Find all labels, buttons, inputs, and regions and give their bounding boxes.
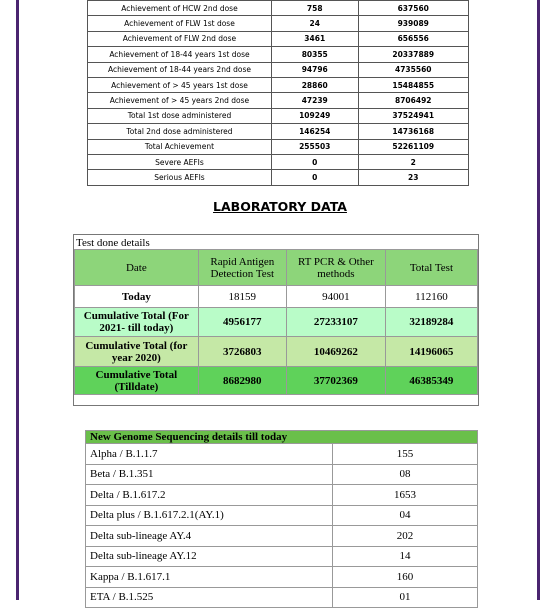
table-row: Total 2nd dose administered 146254 14736168 xyxy=(88,124,469,139)
table-row: Kappa / B.1.617.1 160 xyxy=(86,567,478,588)
table-row: Achievement of 18-44 years 1st dose 80355 20337889 xyxy=(88,47,469,62)
genome-title: New Genome Sequencing details till today xyxy=(86,431,478,444)
table-row: Cumulative Total (Tilldate) 8682980 37702369 46385349 xyxy=(75,367,478,395)
column-header: Rapid Antigen Detection Test xyxy=(198,250,286,286)
table-row: Beta / B.1.351 08 xyxy=(86,464,478,485)
column-header: Total Test xyxy=(385,250,477,286)
table-header-row xyxy=(75,250,478,286)
table-row: Total Achievement 255503 52261109 xyxy=(88,139,469,154)
table-row: Today 18159 94001 112160 xyxy=(75,286,478,308)
table-row: Delta sub-lineage AY.4 202 xyxy=(86,526,478,547)
table-row: Cumulative Total (for year 2020) 3726803 10469262 14196065 xyxy=(75,337,478,367)
table-row: ETA / B.1.525 01 xyxy=(86,587,478,608)
table-row: Severe AEFIs 0 2 xyxy=(88,154,469,169)
genome-sequencing-table xyxy=(85,430,478,608)
table-row: Serious AEFIs 0 23 xyxy=(88,170,469,185)
table-row: Achievement of > 45 years 1st dose 28860 15484855 xyxy=(88,77,469,92)
table-row: Alpha / B.1.1.7 155 xyxy=(86,444,478,465)
laboratory-box xyxy=(73,234,479,406)
section-title: LABORATORY DATA xyxy=(213,199,347,214)
column-header: RT PCR & Other methods xyxy=(286,250,385,286)
laboratory-table xyxy=(74,249,478,395)
vaccination-table xyxy=(87,0,469,186)
table-row: Achievement of FLW 1st dose 24 939089 xyxy=(88,16,469,31)
table-row: Total 1st dose administered 109249 37524941 xyxy=(88,108,469,123)
table-row: Delta plus / B.1.617.2.1(AY.1) 04 xyxy=(86,505,478,526)
table-row: Achievement of HCW 2nd dose 758 637560 xyxy=(88,1,469,16)
table-row: Cumulative Total (For 2021- till today) 4956177 27233107 32189284 xyxy=(75,308,478,337)
table-row: Delta sub-lineage AY.12 14 xyxy=(86,546,478,567)
table-row: Achievement of > 45 years 2nd dose 47239 8706492 xyxy=(88,93,469,108)
column-header: Date xyxy=(75,250,199,286)
table-header-row xyxy=(86,431,478,444)
table-row: Achievement of FLW 2nd dose 3461 656556 xyxy=(88,31,469,46)
table-row: Achievement of 18-44 years 2nd dose 94796 4735560 xyxy=(88,62,469,77)
table-row: Delta / B.1.617.2 1653 xyxy=(86,485,478,506)
lab-caption: Test done details xyxy=(76,237,150,249)
